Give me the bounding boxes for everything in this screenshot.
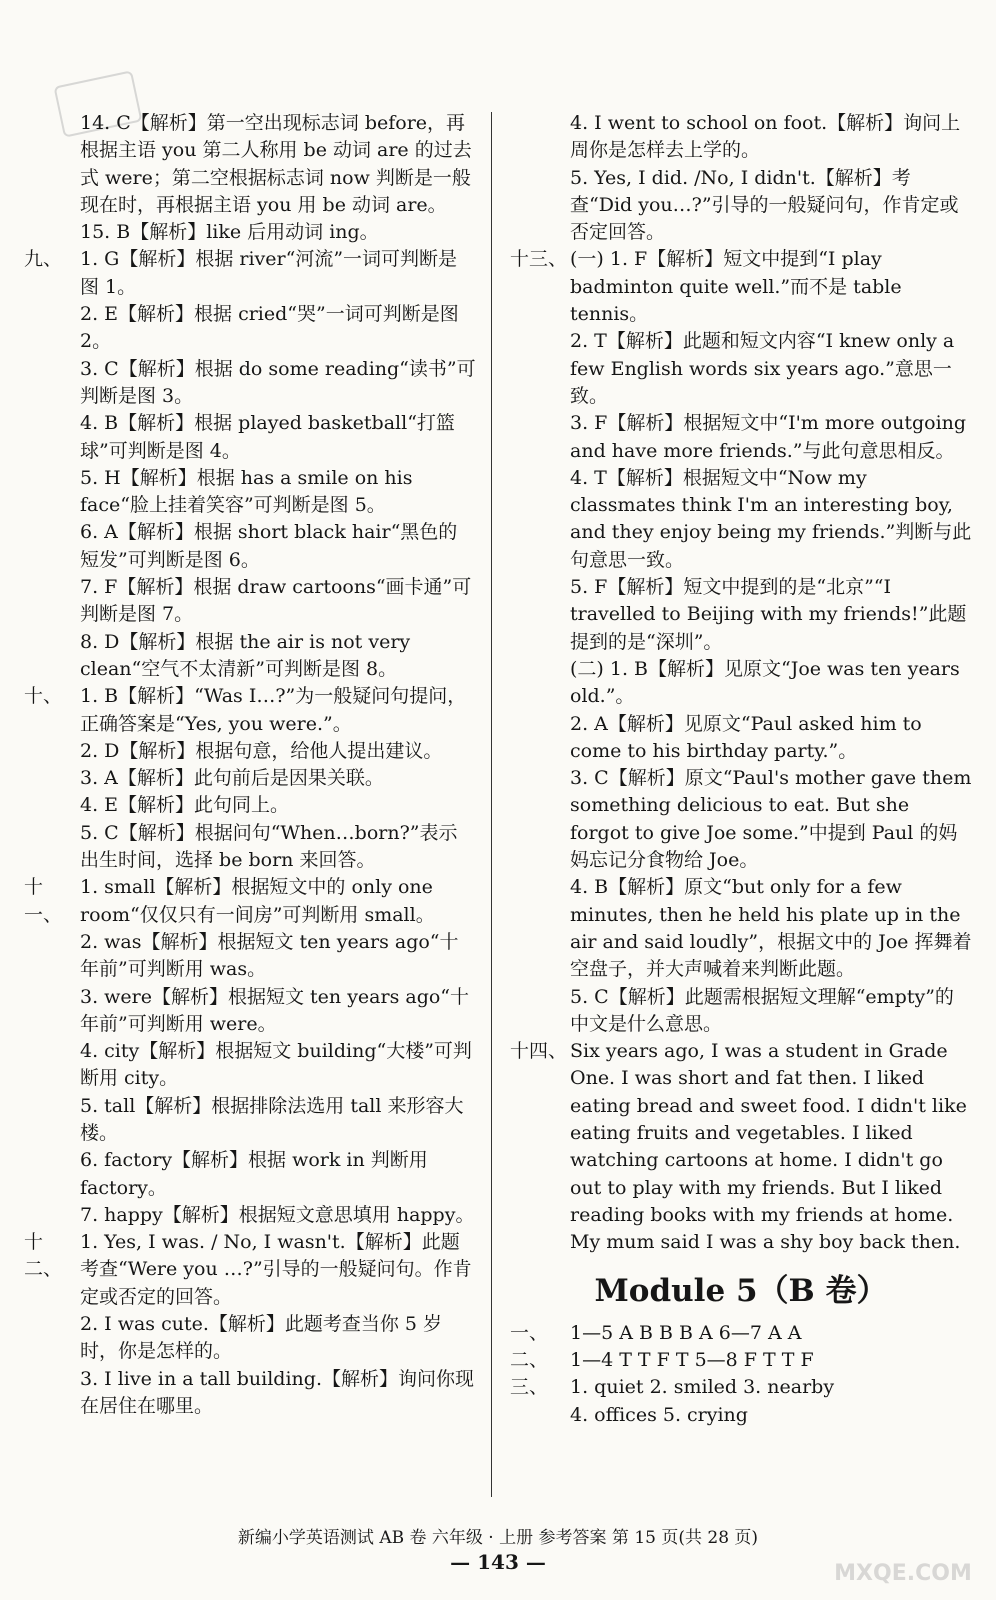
answer-line	[24, 519, 476, 574]
answer-text: 2. was【解析】根据短文 ten years ago“十年前”可判断用 was。	[80, 930, 459, 981]
answer-text: 1. Yes, I was. / No, I wasn't.【解析】此题考查“Were you …?”引导的一般疑问句。作肯定或否定的回答。	[80, 1231, 472, 1308]
answer-line	[24, 1366, 476, 1421]
answer-text: 3. C【解析】原文“Paul's mother gave them something delicious to eat. But she forgot to give Joe some.”中提到 Paul 的妈妈忘记分食物给 Joe。	[570, 767, 972, 872]
module-answers	[510, 1320, 972, 1429]
answer-line	[510, 711, 972, 766]
page-number: — 143 —	[450, 1550, 546, 1574]
answer-text: 8. D【解析】根据 the air is not very clean“空气不太清新”可判断是图 8。	[80, 630, 411, 680]
answer-text: 14. C【解析】第一空出现标志词 before，再根据主语 you 第二人称用 be 动词 are 的过去式 were；第二空根据标志词 now 判断是一般现在时，再根据主语 you 用 be 动词 are。	[80, 112, 472, 216]
answer-line	[24, 219, 476, 246]
answer-text: 6. A【解析】根据 short black hair“黑色的短发”可判断是图 6。	[80, 521, 458, 571]
answer-text: 5. Yes, I did. /No, I didn't.【解析】考查“Did you…?”引导的一般疑问句，作肯定或否定回答。	[570, 166, 959, 244]
answer-line	[24, 574, 476, 629]
answer-text: 2. I was cute.【解析】此题考查当你 5 岁时，你是怎样的。	[80, 1313, 443, 1363]
answer-text: 5. H【解析】根据 has a smile on his face“脸上挂着笑容”可判断是图 5。	[80, 466, 413, 517]
section-number: 十四、	[510, 1040, 568, 1063]
answer-line	[510, 465, 972, 574]
answer-text: 4. B【解析】原文“but only for a few minutes, then he held his plate up in the air and said loudly”，根据文中的 Joe 挥舞着空盘子，并大声喊着来判断此题。	[570, 876, 972, 981]
answer-line	[24, 1093, 476, 1148]
answer-line	[24, 1147, 476, 1202]
section-number: 九、	[24, 248, 63, 271]
section-number: 十二、	[24, 1231, 63, 1281]
answer-text: 4. E【解析】此句同上。	[80, 794, 290, 817]
answer-text: 1. B【解析】“Was I…?”为一般疑问句提问，正确答案是“Yes, you were.”。	[80, 685, 467, 735]
answer-text: 3. were【解析】根据短文 ten years ago“十年前”可判断用 were。	[80, 985, 470, 1035]
page-footer: 新编小学英语测试 AB 卷 六年级 · 上册 参考答案 第 15 页(共 28 页)	[237, 1528, 759, 1548]
section-number: 十一、	[24, 876, 63, 926]
column-divider	[491, 112, 492, 1497]
answer-line	[24, 683, 476, 738]
answer-line	[510, 1038, 972, 1256]
answer-text: 5. F【解析】短文中提到的是“北京”“I travelled to Beijing with my friends!”此题提到的是“深圳”。	[570, 576, 967, 653]
right-answer-lines	[510, 110, 972, 1256]
answer-line	[24, 820, 476, 875]
answer-line	[24, 1038, 476, 1093]
answer-line	[24, 765, 476, 792]
answer-text: 5. tall【解析】根据排除法选用 tall 来形容大楼。	[80, 1094, 464, 1144]
answer-text: (二) 1. B【解析】见原文“Joe was ten years old.”。	[570, 657, 960, 708]
answer-text: 6. factory【解析】根据 work in 判断用 factory。	[80, 1149, 428, 1199]
answer-line	[24, 246, 476, 301]
answer-line	[510, 328, 972, 410]
watermark-logo	[828, 1522, 978, 1592]
answer-text: (一) 1. F【解析】短文中提到“I play badminton quite well.”而不是 table tennis。	[570, 248, 902, 326]
answer-line	[24, 1311, 476, 1366]
answer-line	[24, 356, 476, 411]
answer-line	[24, 1202, 476, 1229]
answer-text: 4. B【解析】根据 played basketball“打篮球”可判断是图 4。	[80, 412, 455, 462]
answer-line	[510, 1374, 972, 1401]
answer-line	[510, 110, 972, 165]
section-number: 一、	[510, 1321, 549, 1344]
answer-line	[24, 984, 476, 1039]
answer-text: 7. F【解析】根据 draw cartoons“画卡通”可判断是图 7。	[80, 576, 472, 626]
answer-line	[24, 874, 476, 929]
section-number: 十三、	[510, 248, 568, 271]
answer-text: 1. G【解析】根据 river“河流”一词可判断是图 1。	[80, 248, 458, 298]
answer-text: 4. T【解析】根据短文中“Now my classmates think I'm an interesting boy, and they enjoy being my friends.”判断与此句意思一致。	[570, 466, 972, 571]
answer-text: 3. F【解析】根据短文中“I'm more outgoing and have more friends.”与此句意思相反。	[570, 412, 967, 462]
answer-text: 4. I went to school on foot.【解析】询问上周你是怎样去上学的。	[570, 112, 961, 162]
answer-text: 2. T【解析】此题和短文内容“I knew only a few English words six years ago.”意思一致。	[570, 330, 955, 407]
answer-text: 3. I live in a tall building.【解析】询问你现在居住在哪里。	[80, 1367, 474, 1417]
answer-line	[24, 629, 476, 684]
module-title: Module 5（B 卷）	[594, 1273, 888, 1310]
answer-text: 1. quiet 2. smiled 3. nearby	[570, 1376, 835, 1399]
answer-line	[24, 738, 476, 765]
answer-text: 2. A【解析】见原文“Paul asked him to come to his birthday party.”。	[570, 712, 922, 762]
answer-text: 1—5 A B B B A 6—7 A A	[570, 1321, 802, 1344]
answer-line	[510, 1402, 972, 1429]
answer-text: 1—4 T T F T 5—8 F T T F	[570, 1349, 814, 1372]
section-number: 三、	[510, 1376, 549, 1399]
watermark-text: MXQE.COM	[834, 1561, 972, 1586]
right-column	[510, 110, 972, 1429]
answer-text: 2. E【解析】根据 cried“哭”一词可判断是图 2。	[80, 303, 459, 353]
answer-text: 5. C【解析】根据问句“When…born?”表示出生时间，选择 be born 来回答。	[80, 821, 458, 872]
answer-line	[510, 984, 972, 1039]
answer-line	[510, 574, 972, 656]
answer-line	[24, 792, 476, 819]
answer-text: Six years ago, I was a student in Grade One. I was short and fat then. I liked eating bread and sweet food. I didn't like eating fruits and vegetables. I liked watching cartoons at home. I didn't go out to play with my friends. But I liked reading books with my friends at home. My mum said I was a shy boy back then.	[570, 1040, 967, 1254]
answer-line	[24, 465, 476, 520]
answer-line	[24, 410, 476, 465]
left-column	[24, 110, 476, 1420]
answer-text: 1. small【解析】根据短文中的 only one room“仅仅只有一间房”可判断用 small。	[80, 876, 435, 926]
section-number: 二、	[510, 1349, 549, 1372]
answer-line	[510, 874, 972, 983]
answer-line	[510, 1347, 972, 1374]
section-number: 十、	[24, 685, 63, 708]
answer-text: 3. A【解析】此句前后是因果关联。	[80, 767, 384, 790]
answer-text: 15. B【解析】like 后用动词 ing。	[80, 221, 379, 244]
answer-line	[24, 1229, 476, 1311]
answer-line	[24, 110, 476, 219]
answer-line	[24, 301, 476, 356]
answer-text: 3. C【解析】根据 do some reading“读书”可判断是图 3。	[80, 357, 476, 407]
answer-line	[510, 656, 972, 711]
answer-line	[510, 765, 972, 874]
answer-text: 2. D【解析】根据句意，给他人提出建议。	[80, 739, 443, 762]
answer-line	[24, 929, 476, 984]
answer-line	[510, 165, 972, 247]
answer-text: 5. C【解析】此题需根据短文理解“empty”的中文是什么意思。	[570, 985, 954, 1035]
answer-text: 4. offices 5. crying	[570, 1403, 748, 1426]
answer-text: 7. happy【解析】根据短文意思填用 happy。	[80, 1203, 475, 1226]
answer-text: 4. city【解析】根据短文 building“大楼”可判断用 city。	[80, 1040, 472, 1090]
answer-line	[510, 410, 972, 465]
answer-line	[510, 1320, 972, 1347]
answer-line	[510, 246, 972, 328]
